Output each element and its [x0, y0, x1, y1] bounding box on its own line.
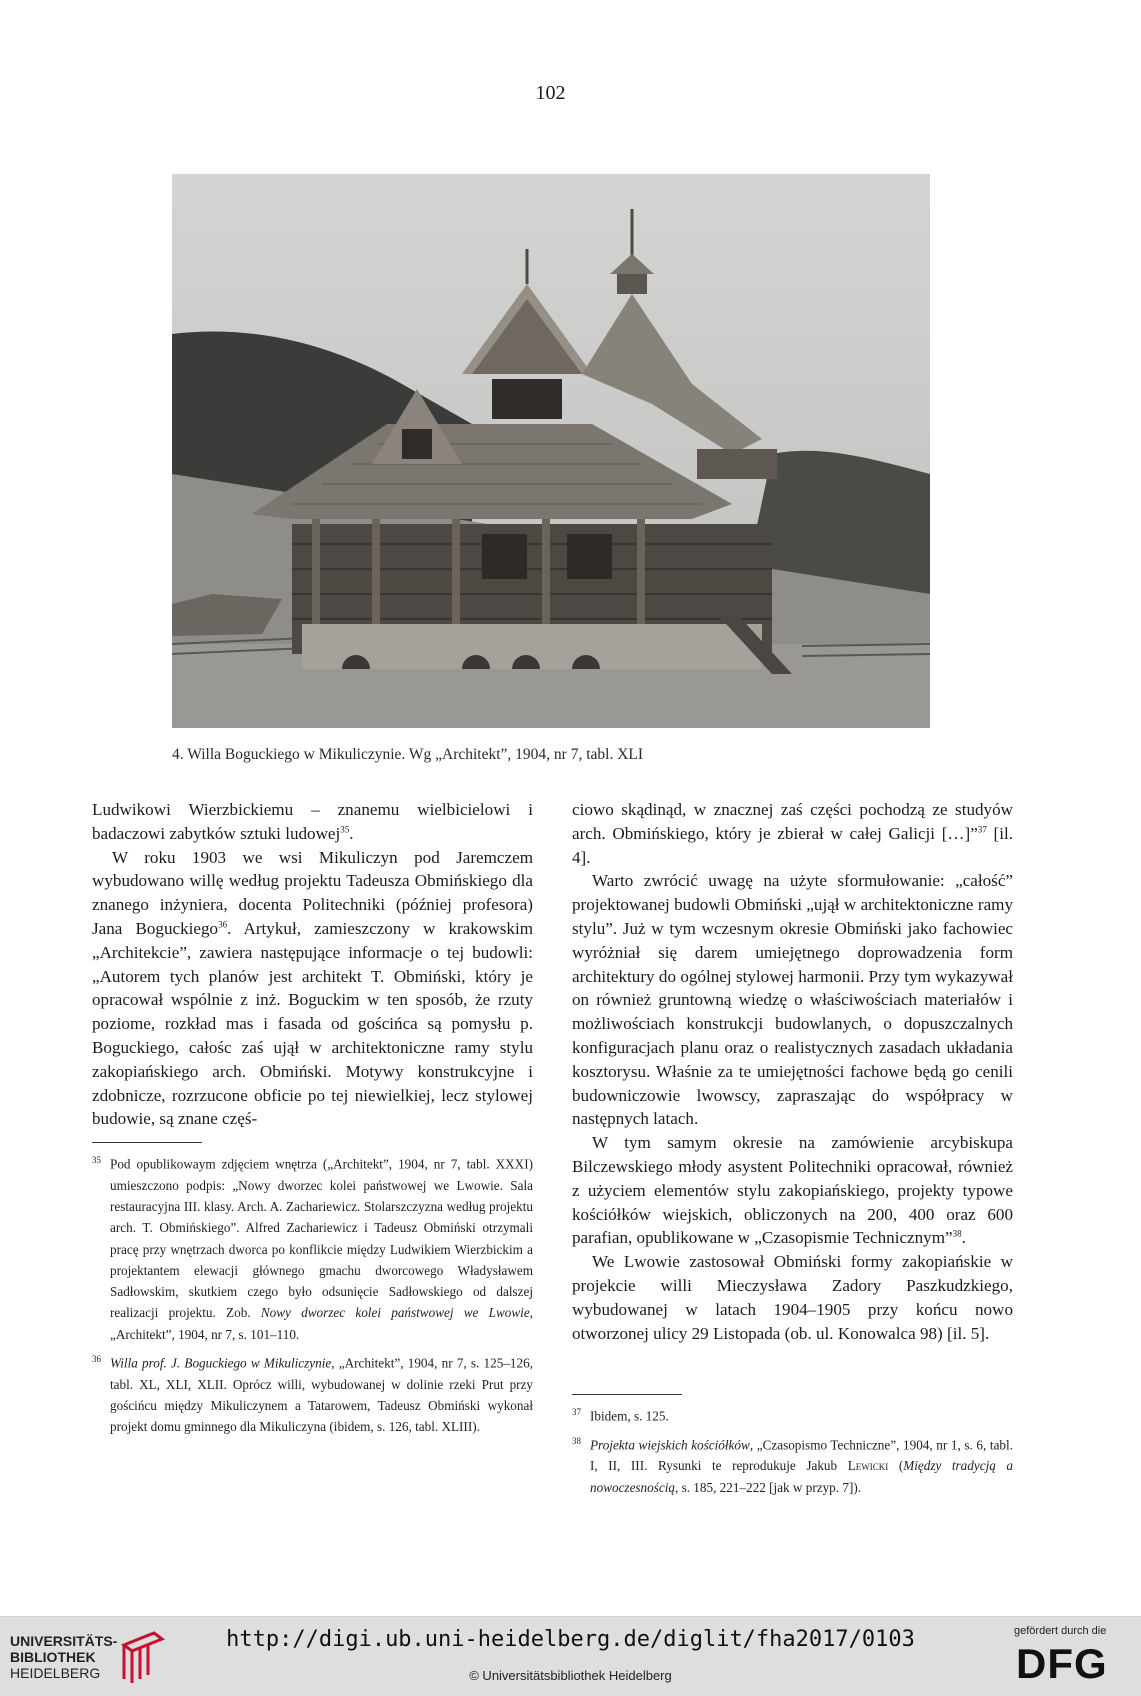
paragraph-text: . — [349, 823, 354, 843]
footnote-ref: 38 — [952, 1228, 962, 1239]
footnote-rule — [572, 1394, 682, 1395]
footnote-36 — [92, 1349, 533, 1438]
footnote-title: Między tradycją a nowoczesnością — [590, 1458, 1013, 1495]
footnote-text: Pod opublikowaym zdjęciem wnętrza („Architekt”, 1904, nr 7, tabl. XXXI) umieszczono podpis: „Nowy dworzec kolei państwowej we Lwowie. Sala restauracyjna III. klasy. Arch. A. Zachariewicz. Stolarszczyzna według projektu arch. T. Obmińskiego”. Alfred Zachariewicz i Tadeusz Obmiński otrzymali pracę przy wnętrzach dworca po konflikcie między Ludwikiem Wierzbickim a projektantem elewacji głównego gmachu dworcowego Władysławem Sadłowskim, skutkiem czego było odsunięcie Sadłowskiego od dalszej realizacji projektu. Zob. — [110, 1156, 533, 1321]
footnote-text: ( — [888, 1458, 904, 1474]
footnote-text: , „Architekt”, 1904, nr 7, s. 101–110. — [110, 1305, 533, 1342]
footnote-number: 37 — [572, 1407, 581, 1417]
paragraph: We Lwowie zastosował Obmiński formy zakopiańskie w projekcie willi Mieczysława Zadory Paszkudzkiego, wybudowanej w latach 1904–1905 przy końcu nowo otworzonej ulicy 29 Listopada (ob. ul. Konowalca 98) [il. 5]. — [572, 1252, 1013, 1343]
right-column — [572, 798, 1013, 1345]
footnotes-left — [92, 1150, 533, 1442]
figure-caption: 4. Willa Boguckiego w Mikuliczynie. Wg „Architekt”, 1904, nr 7, tabl. XLI — [172, 746, 644, 763]
footnotes-right — [572, 1402, 1013, 1502]
paragraph-text: Ludwikowi Wierzbickiemu – znanemu wielbicielowi i badaczowi zabytków sztuki ludowej — [92, 800, 533, 843]
footnote-title: Nowy dworzec kolei państwowej we Lwowie — [260, 1305, 530, 1321]
paragraph-text: ciowo skądinąd, w znacznej zaś części pochodzą ze studyów arch. Obmińskiego, który je zbierał w całej Galicji […]” — [572, 800, 1013, 843]
funded-by-label: gefördert durch die — [1014, 1625, 1107, 1637]
footnote-number: 35 — [92, 1155, 101, 1165]
footnote-number: 36 — [92, 1354, 101, 1365]
footnote-number: 38 — [572, 1435, 581, 1446]
footnote-ref: 37 — [977, 824, 987, 835]
library-name-line: BIBLIOTHEK — [10, 1649, 96, 1665]
footer-bar — [0, 1616, 1141, 1696]
villa-photograph — [172, 174, 930, 728]
footnote-text: Ibidem, s. 125. — [590, 1408, 669, 1424]
paragraph-text: [il. 4]. — [572, 823, 1013, 867]
dfg-logo[interactable]: DFG — [1016, 1640, 1108, 1687]
paragraph: Warto zwrócić uwagę na użyte sformułowanie: „całość” projektowanej budowli Obmiński „ujął w architektoniczne ramy stylu”. Już w tym wczesnym okresie Obmiński jako fachowiec wyróżniał się darem umiejętnego doprowadzenia form architektury do ogólnej stylowej harmonii. Przy tym wykazywał on również gruntowną wiedzę o właściwościach materiałów i możliwościach konstrukcji budowlanych, o dopuszczalnych konfiguracjach planu oraz o realistycznych zasadach układania kosztorysu. Właśnie za te umiejętności fachowe będą go cenili budowniczowie lwowscy, zapraszając do współpracy w następnych latach. — [572, 871, 1013, 1129]
author-name: Lewicki — [847, 1458, 889, 1474]
footnote-title: Projekta wiejskich kościółków — [590, 1437, 750, 1453]
paragraph — [92, 846, 533, 1132]
footnote-ref: 35 — [340, 824, 350, 835]
footnote-text: , „Architekt”, 1904, nr 7, s. 125–126, tabl. XL, XLI, XLII. Oprócz willi, wybudowanej w dolinie rzeki Prut przy gościńcu między Mikuliczynem a Tatarowem, Tadeusz Obmiński wykonał projekt domu gminnego dla Mikuliczyna (ibidem, s. 126, tabl. XLIII). — [110, 1355, 534, 1435]
paragraph — [572, 1131, 1013, 1250]
document-url-link[interactable]: http://digi.ub.uni-heidelberg.de/diglit/fha2017/0103 — [226, 1627, 915, 1652]
footnote-38 — [572, 1431, 1013, 1498]
footnote-title: Willa prof. J. Boguckiego w Mikuliczynie — [110, 1355, 332, 1371]
footnote-text: , s. 185, 221–222 [jak w przyp. 7]). — [674, 1479, 862, 1495]
library-name-line: UNIVERSITÄTS- — [10, 1633, 118, 1649]
page-number: 102 — [535, 82, 566, 104]
paragraph-text: W tym samym okresie na zamówienie arcybiskupa Bilczewskiego młody asystent Politechniki opracował, również z użyciem elementów stylu zakopiańskiego, projekty typowe kościółków wiejskich, obliczonych na 200, 400 oraz 600 parafian, opublikowane w „Czasopismie Technicznym” — [572, 1133, 1013, 1248]
footnote-text: , „Czasopismo Techniczne”, 1904, nr 1, s. 6, tabl. I, II, III. Rysunki te reprodukuje Jakub — [590, 1437, 1013, 1474]
library-name-line: HEIDELBERG — [10, 1665, 101, 1681]
paragraph-text: . — [961, 1228, 966, 1248]
footnote-ref: 36 — [218, 919, 228, 930]
paragraph-text: W roku 1903 we wsi Mikuliczyn pod Jaremczem wybudowano willę według projektu Tadeusza Obmińskiego dla znanego inżyniera, docenta Politechniki (później profesora) Jana Boguckiego — [92, 847, 533, 938]
paragraph — [92, 798, 533, 846]
left-column — [92, 798, 533, 1131]
paragraph-text: . Artykuł, zamieszczony w krakowskim „Architekcie”, zawiera następujące informacje o tej budowli: „Autorem tych planów jest architekt T. Obmiński, który je opracował wspólnie z inż. Boguckim w ten sposób, że rzuty poziome, rozkład mas i fasada od gościńca są pomysłu p. Boguckiego, całośc zaś ujął w architektoniczne ramy stylu zakopiańskiego arch. Obmiński. Motywy konstrukcyjne i zdobnicze, rozrzucone obficie po tej niewielkiej, lecz stylowej budowie, są znane częś- — [92, 918, 533, 1129]
paragraph — [572, 798, 1013, 869]
copyright-text: © Universitätsbibliothek Heidelberg — [469, 1668, 672, 1683]
footnote-35 — [92, 1150, 533, 1345]
footnote-37 — [572, 1402, 1013, 1427]
footnote-rule — [92, 1142, 202, 1143]
